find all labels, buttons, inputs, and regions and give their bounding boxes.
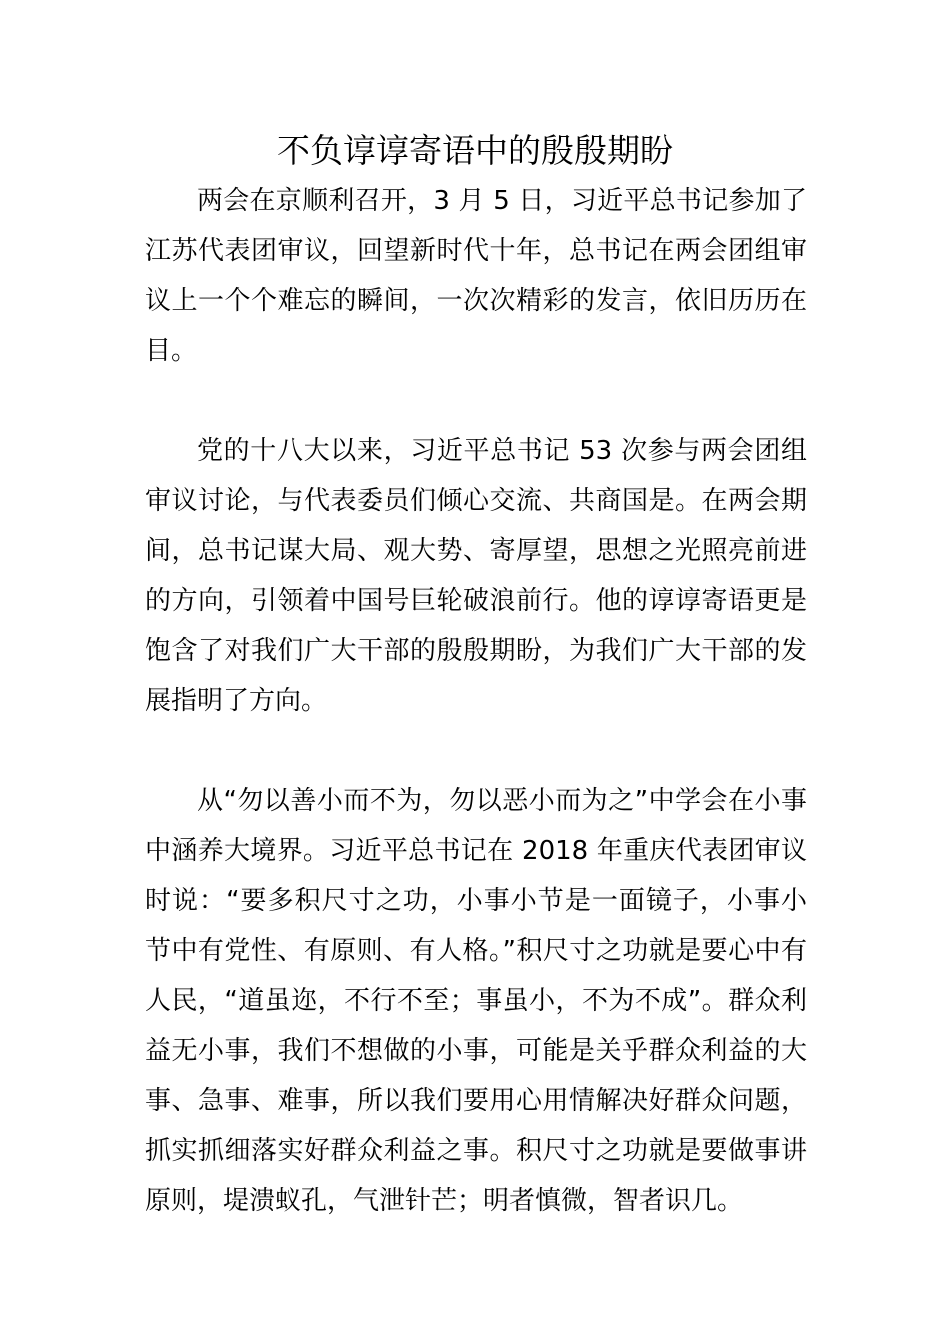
document-body xyxy=(145,176,807,1226)
paragraph-3: 从“勿以善小而不为，勿以恶小而为之”中学会在小事中涵养大境界。习近平总书记在 2018 年重庆代表团审议时说：“要多积尺寸之功，小事小节是一面镜子，小事小节中有党性、有原则、有人格。”积尺寸之功就是要心中有人民，“道虽迩，不行不至；事虽小，不为不成”。群众利益无小事，我们不想做的小事，可能是关乎群众利益的大事、急事、难事，所以我们要用心用情解决好群众问题，抓实抓细落实好群众利益之事。积尺寸之功就是要做事讲原则，堤溃蚁孔，气泄针芒；明者慎微，智者识几。 xyxy=(145,786,807,1216)
paragraph-1: 两会在京顺利召开，3 月 5 日，习近平总书记参加了江苏代表团审议，回望新时代十年，总书记在两会团组审议上一个个难忘的瞬间，一次次精彩的发言，依旧历历在目。 xyxy=(145,186,807,366)
paragraph-2: 党的十八大以来，习近平总书记 53 次参与两会团组审议讨论，与代表委员们倾心交流、共商国是。在两会期间，总书记谋大局、观大势、寄厚望，思想之光照亮前进的方向，引领着中国号巨轮破浪前行。他的谆谆寄语更是饱含了对我们广大干部的殷殷期盼，为我们广大干部的发展指明了方向。 xyxy=(145,436,807,716)
document-title: 不负谆谆寄语中的殷殷期盼 xyxy=(277,131,673,170)
